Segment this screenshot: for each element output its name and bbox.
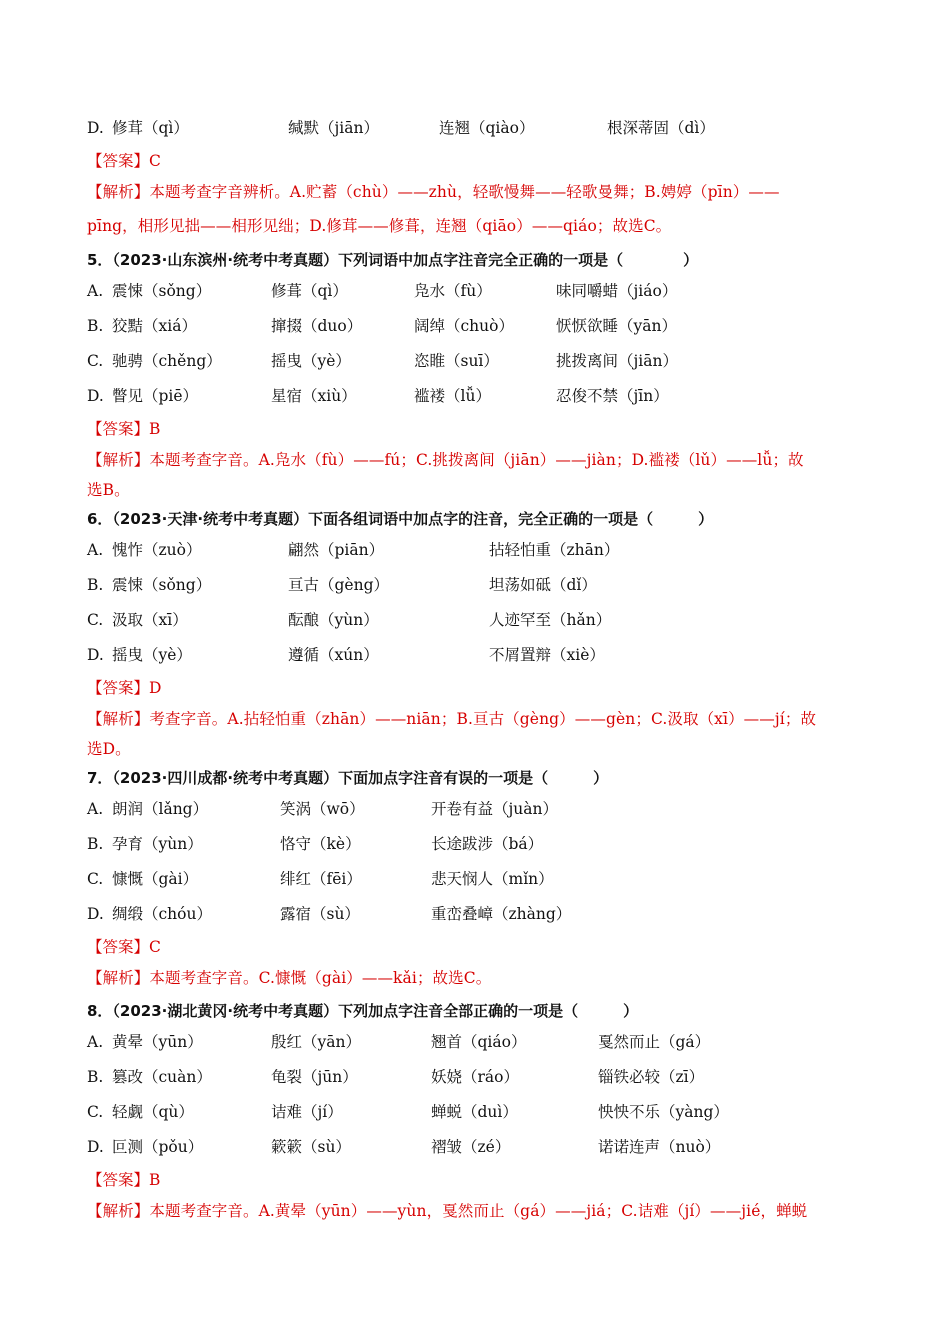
option-item: 簌簌（sù） — [271, 1138, 351, 1156]
option-label: C. — [87, 611, 104, 629]
option-item: 缄默（jiān） — [288, 119, 379, 137]
q7-option-b — [0, 829, 950, 859]
option-item: 朗润（lǎng） — [112, 800, 209, 818]
option-item: 翘首（qiáo） — [431, 1033, 527, 1051]
option-item: 恪守（kè） — [280, 835, 361, 853]
q5-analysis-line-1 — [0, 445, 950, 475]
option-item: 锱铁必较（zī） — [598, 1068, 705, 1086]
q4-answer-line — [0, 146, 950, 176]
option-item: 妖娆（ráo） — [431, 1068, 519, 1086]
option-item: 摇曳（yè） — [271, 352, 351, 370]
q6-option-c — [0, 605, 950, 635]
q7-answer-line — [0, 932, 950, 962]
q5-question — [0, 245, 950, 275]
option-item: 阔绰（chuò） — [414, 317, 514, 335]
option-label: C. — [87, 352, 104, 370]
option-item: 慷慨（gài） — [112, 870, 199, 888]
option-label: B. — [87, 317, 104, 335]
q4-analysis-line-2 — [0, 211, 950, 241]
q7-option-c — [0, 864, 950, 894]
option-item: 戛然而止（gá） — [598, 1033, 711, 1051]
q7-question — [0, 763, 950, 793]
option-label: D. — [87, 119, 104, 137]
analysis: 【解析】本题考查字音。C.慷慨（gài）——kǎi；故选C。 — [87, 969, 492, 987]
option-item: 重峦叠嶂（zhàng） — [431, 905, 572, 923]
q8-option-b — [0, 1062, 950, 1092]
q7-option-d — [0, 899, 950, 929]
option-item: 摇曳（yè） — [112, 646, 192, 664]
option-item: 不屑置辩（xiè） — [489, 646, 605, 664]
answer: 【答案】B — [87, 1171, 161, 1189]
option-label: D. — [87, 387, 104, 405]
option-item: 挑拨离间（jiān） — [556, 352, 678, 370]
option-item: 酝酿（yùn） — [288, 611, 379, 629]
q7-option-a — [0, 794, 950, 824]
q8-answer-line — [0, 1165, 950, 1195]
question-text: 5．（2023·山东滨州·统考中考真题）下列词语中加点字注音完全正确的一项是（ ） — [87, 251, 699, 269]
option-item: 凫水（fù） — [414, 282, 492, 300]
analysis: 【解析】本题考查字音。A.凫水（fù）——fú；C.挑拨离间（jiān）——jiàn；D.褴褛（lǔ）——lǚ；故 — [87, 451, 804, 469]
analysis: 【解析】本题考查字音。A.黄晕（yūn）——yùn，戛然而止（gá）——jiá；C.诘难（jí）——jié，蝉蜕 — [87, 1202, 808, 1220]
option-item: 连翘（qiào） — [439, 119, 535, 137]
option-item: 蝉蜕（duì） — [431, 1103, 518, 1121]
q8-analysis-line-1 — [0, 1196, 950, 1226]
answer: 【答案】B — [87, 420, 161, 438]
q5-option-a — [0, 276, 950, 306]
option-label: C. — [87, 1103, 104, 1121]
option-item: 轻觑（qù） — [112, 1103, 194, 1121]
q6-analysis-line-2 — [0, 734, 950, 764]
option-item: 修葺（qì） — [271, 282, 348, 300]
option-item: 味同嚼蜡（jiáo） — [556, 282, 678, 300]
option-item: 悲天悯人（mǐn） — [431, 870, 554, 888]
option-item: 绸缎（chóu） — [112, 905, 212, 923]
option-item: 恹恹欲睡（yān） — [556, 317, 677, 335]
option-item: 篡改（cuàn） — [112, 1068, 212, 1086]
answer: 【答案】C — [87, 152, 161, 170]
analysis: 选D。 — [87, 740, 131, 758]
q5-analysis-line-2 — [0, 475, 950, 505]
option-item: 叵测（pǒu） — [112, 1138, 204, 1156]
option-item: 修茸（qì） — [112, 119, 189, 137]
option-item: 震悚（sǒng） — [112, 576, 212, 594]
q4-analysis-line-1 — [0, 177, 950, 207]
q4-option-d — [0, 113, 950, 143]
option-label: A. — [87, 541, 104, 559]
option-item: 瞥见（piē） — [112, 387, 199, 405]
option-item: 震悚（sǒng） — [112, 282, 212, 300]
option-item: 狡黠（xiá） — [112, 317, 197, 335]
option-item: 长途跋涉（bá） — [431, 835, 544, 853]
option-label: D. — [87, 646, 104, 664]
option-label: B. — [87, 576, 104, 594]
option-item: 拈轻怕重（zhān） — [489, 541, 620, 559]
analysis: pīng，相形见拙——相形见绌；D.修茸——修葺，连翘（qiāo）——qiáo；故选C。 — [87, 217, 672, 235]
q6-question — [0, 504, 950, 534]
option-label: B. — [87, 835, 104, 853]
option-item: 孕育（yùn） — [112, 835, 203, 853]
option-item: 星宿（xiù） — [271, 387, 357, 405]
analysis: 【解析】本题考查字音辨析。A.贮蓄（chù）——zhù，轻歌慢舞——轻歌曼舞；B.娉婷（pīn）—— — [87, 183, 780, 201]
option-item: 驰骋（chěng） — [112, 352, 222, 370]
q5-option-b — [0, 311, 950, 341]
option-item: 亘古（gèng） — [288, 576, 390, 594]
option-label: A. — [87, 282, 104, 300]
option-item: 恣睢（suī） — [414, 352, 499, 370]
option-item: 露宿（sù） — [280, 905, 360, 923]
option-item: 忍俊不禁（jīn） — [556, 387, 669, 405]
option-item: 怏怏不乐（yàng） — [598, 1103, 729, 1121]
option-item: 撺掇（duo） — [271, 317, 363, 335]
q8-question — [0, 996, 950, 1026]
option-label: A. — [87, 1033, 104, 1051]
q6-option-b — [0, 570, 950, 600]
q6-analysis-line-1 — [0, 704, 950, 734]
option-label: D. — [87, 905, 104, 923]
option-item: 人迹罕至（hǎn） — [489, 611, 612, 629]
option-item: 坦荡如砥（dǐ） — [489, 576, 597, 594]
option-item: 诘难（jí） — [271, 1103, 343, 1121]
option-item: 汲取（xī） — [112, 611, 188, 629]
option-item: 根深蒂固（dì） — [607, 119, 715, 137]
option-label: A. — [87, 800, 104, 818]
option-item: 褶皱（zé） — [431, 1138, 511, 1156]
option-item: 愧怍（zuò） — [112, 541, 202, 559]
option-item: 翩然（piān） — [288, 541, 385, 559]
option-item: 笑涡（wō） — [280, 800, 365, 818]
option-item: 龟裂（jūn） — [271, 1068, 358, 1086]
analysis: 选B。 — [87, 481, 130, 499]
q5-option-c — [0, 346, 950, 376]
q6-option-a — [0, 535, 950, 565]
option-item: 绯红（fēi） — [280, 870, 362, 888]
option-item: 诺诺连声（nuò） — [598, 1138, 721, 1156]
answer: 【答案】D — [87, 679, 162, 697]
option-label: D. — [87, 1138, 104, 1156]
option-label: C. — [87, 870, 104, 888]
option-item: 遵循（xún） — [288, 646, 379, 664]
question-text: 8．（2023·湖北黄冈·统考中考真题）下列加点字注音全部正确的一项是（ ） — [87, 1002, 639, 1020]
option-item: 开卷有益（juàn） — [431, 800, 559, 818]
q5-answer-line — [0, 414, 950, 444]
q8-option-a — [0, 1027, 950, 1057]
q8-option-d — [0, 1132, 950, 1162]
analysis: 【解析】考查字音。A.拈轻怕重（zhān）——niān；B.亘古（gèng）——gèn；C.汲取（xī）——jí；故 — [87, 710, 817, 728]
question-text: 7．（2023·四川成都·统考中考真题）下面加点字注音有误的一项是（ ） — [87, 769, 609, 787]
answer: 【答案】C — [87, 938, 161, 956]
q6-option-d — [0, 640, 950, 670]
q6-answer-line — [0, 673, 950, 703]
option-item: 殷红（yān） — [271, 1033, 361, 1051]
option-label: B. — [87, 1068, 104, 1086]
option-item: 黄晕（yūn） — [112, 1033, 203, 1051]
q5-option-d — [0, 381, 950, 411]
option-item: 褴褛（lǚ） — [414, 387, 491, 405]
q8-option-c — [0, 1097, 950, 1127]
question-text: 6．（2023·天津·统考中考真题）下面各组词语中加点字的注音，完全正确的一项是（ ） — [87, 510, 714, 528]
q7-analysis-line-1 — [0, 963, 950, 993]
